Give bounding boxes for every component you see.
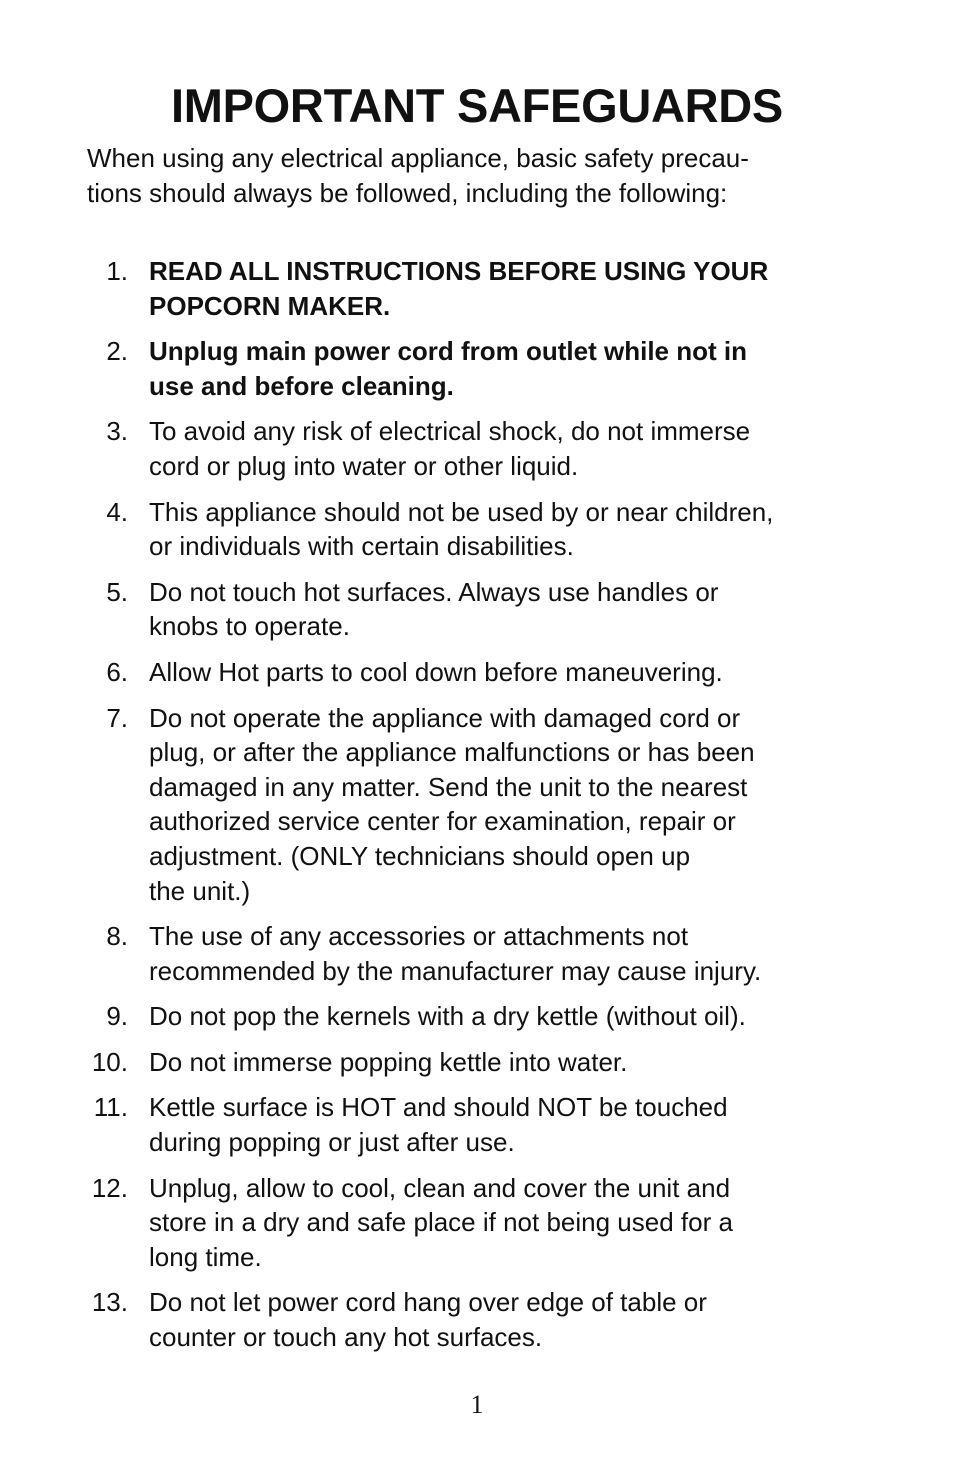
item-number: 5. bbox=[106, 576, 128, 607]
list-item bbox=[0, 701, 954, 909]
item-text bbox=[149, 919, 861, 988]
intro-paragraph bbox=[87, 141, 877, 211]
item-text-line: damaged in any matter. Send the unit to the nearest bbox=[149, 771, 748, 802]
list-item bbox=[0, 1171, 954, 1275]
item-text-line: during popping or just after use. bbox=[149, 1127, 515, 1158]
list-item bbox=[0, 919, 954, 988]
item-text bbox=[149, 1285, 861, 1354]
page-title: IMPORTANT SAFEGUARDS bbox=[171, 79, 783, 132]
item-text-line: To avoid any risk of electrical shock, do not immerse bbox=[149, 416, 751, 447]
item-number: 8. bbox=[106, 921, 128, 952]
item-text bbox=[149, 254, 861, 323]
item-text bbox=[149, 999, 861, 1034]
item-text-line: This appliance should not be used by or near children, bbox=[149, 496, 774, 527]
page-number: 1 bbox=[470, 1390, 484, 1419]
item-text-line: READ ALL INSTRUCTIONS BEFORE USING YOUR bbox=[149, 256, 769, 286]
list-item bbox=[0, 414, 954, 483]
item-text-line: adjustment. (ONLY technicians should open up bbox=[149, 840, 691, 871]
list-item bbox=[0, 575, 954, 644]
item-text-line: long time. bbox=[149, 1241, 262, 1272]
item-text-line: recommended by the manufacturer may cause injury. bbox=[149, 955, 762, 986]
item-text-line: Do not pop the kernels with a dry kettle (without oil). bbox=[149, 1001, 746, 1032]
item-text-line: Do not operate the appliance with damaged cord or bbox=[149, 702, 741, 733]
item-text bbox=[149, 1171, 861, 1275]
list-item bbox=[0, 254, 954, 323]
item-text-line: Do not immerse popping kettle into water. bbox=[149, 1046, 628, 1077]
item-text bbox=[149, 701, 861, 909]
item-text bbox=[149, 575, 861, 644]
item-text-line: Kettle surface is HOT and should NOT be touched bbox=[149, 1092, 728, 1123]
item-text-line: Do not touch hot surfaces. Always use handles or bbox=[149, 576, 719, 607]
item-text-line: Unplug main power cord from outlet while not in bbox=[149, 336, 747, 367]
safeguards-list bbox=[0, 254, 954, 1366]
item-number: 4. bbox=[106, 496, 128, 527]
item-number: 3. bbox=[106, 416, 128, 447]
item-number: 2. bbox=[106, 336, 128, 367]
list-item bbox=[0, 1285, 954, 1354]
item-number: 9. bbox=[106, 1001, 128, 1032]
list-item bbox=[0, 999, 954, 1034]
item-text-line: The use of any accessories or attachments not bbox=[149, 921, 689, 952]
item-text-line: Do not let power cord hang over edge of table or bbox=[149, 1287, 707, 1318]
item-text bbox=[149, 655, 861, 690]
list-item bbox=[0, 334, 954, 403]
item-number: 1. bbox=[106, 256, 128, 286]
item-number: 11. bbox=[93, 1092, 128, 1123]
list-item bbox=[0, 1090, 954, 1159]
item-text bbox=[149, 1090, 861, 1159]
item-text-line: store in a dry and safe place if not being used for a bbox=[149, 1207, 733, 1238]
item-text-line: or individuals with certain disabilities. bbox=[149, 531, 574, 562]
intro-line: When using any electrical appliance, basic safety precau- bbox=[87, 143, 749, 173]
item-text-line: use and before cleaning. bbox=[149, 370, 454, 401]
list-item bbox=[0, 495, 954, 564]
item-text-line: authorized service center for examination, repair or bbox=[149, 806, 736, 837]
item-text bbox=[149, 334, 861, 403]
item-number: 6. bbox=[106, 656, 128, 687]
item-number: 13. bbox=[91, 1287, 128, 1318]
item-text bbox=[149, 414, 861, 483]
intro-line: tions should always be followed, including the following: bbox=[87, 178, 728, 208]
item-text-line: Unplug, allow to cool, clean and cover the unit and bbox=[149, 1172, 731, 1203]
item-number: 7. bbox=[106, 702, 128, 733]
list-item bbox=[0, 655, 954, 690]
item-text-line: cord or plug into water or other liquid. bbox=[149, 450, 579, 481]
item-text-line: plug, or after the appliance malfunctions or has been bbox=[149, 737, 755, 768]
list-item bbox=[0, 1045, 954, 1080]
item-text bbox=[149, 495, 861, 564]
item-text-line: POPCORN MAKER. bbox=[149, 290, 391, 321]
item-text bbox=[149, 1045, 861, 1080]
item-number: 12. bbox=[91, 1172, 128, 1203]
item-text-line: counter or touch any hot surfaces. bbox=[149, 1322, 543, 1353]
item-number: 10. bbox=[91, 1046, 128, 1077]
item-text-line: knobs to operate. bbox=[149, 611, 350, 642]
item-text-line: Allow Hot parts to cool down before maneuvering. bbox=[149, 656, 723, 687]
item-text-line: the unit.) bbox=[149, 875, 251, 906]
